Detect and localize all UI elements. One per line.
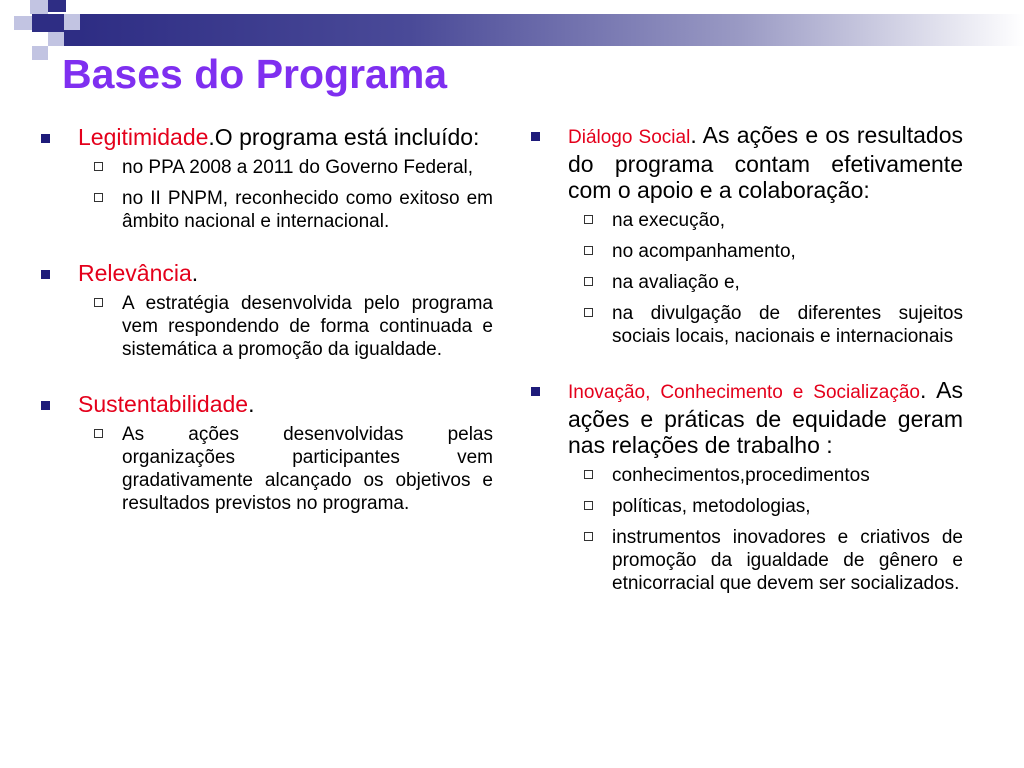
hollow-square-bullet-icon [584, 246, 593, 255]
sub-item: no acompanhamento, [568, 240, 963, 263]
square-bullet-icon [531, 132, 540, 141]
hollow-square-bullet-icon [584, 277, 593, 286]
hollow-square-bullet-icon [584, 215, 593, 224]
bullet-inovacao [530, 377, 963, 595]
keyword-sustentabilidade: Sustentabilidade [78, 391, 249, 417]
keyword-relevancia: Relevância [78, 260, 192, 286]
sub-list [78, 423, 493, 515]
keyword-legitimidade: Legitimidade [78, 124, 209, 150]
sub-list [568, 464, 963, 595]
hollow-square-bullet-icon [584, 308, 593, 317]
sub-item: na avaliação e, [568, 271, 963, 294]
sub-list [568, 209, 963, 348]
corner-square-light-5 [32, 46, 48, 60]
square-bullet-icon [41, 401, 50, 410]
corner-square-light-1 [30, 0, 48, 14]
corner-square-dark-1 [32, 14, 64, 32]
square-bullet-icon [531, 387, 540, 396]
square-bullet-icon [41, 134, 50, 143]
sub-item: A estratégia desenvolvida pelo programa vem respondendo de forma continuada e sistemática a promoção da igualdade. [78, 292, 493, 361]
left-column [40, 124, 493, 523]
slide-title: Bases do Programa [62, 51, 448, 97]
bullet-text: .O programa está incluído: [208, 124, 480, 150]
sub-item: políticas, metodologias, [568, 495, 963, 518]
bullet-text: . [191, 260, 199, 286]
corner-square-top [48, 0, 66, 12]
hollow-square-bullet-icon [94, 298, 103, 307]
hollow-square-bullet-icon [94, 429, 103, 438]
sub-item: As ações desenvolvidas pelas organizações participantes vem gradativamente alcançado os objetivos e resultados previstos no programa. [78, 423, 493, 515]
sub-item: instrumentos inovadores e criativos de promoção da igualdade de gênero e etnicorracial que devem ser socializados. [568, 526, 963, 595]
bullet-sustentabilidade [40, 391, 493, 515]
header-gradient-bar [80, 14, 1024, 46]
hollow-square-bullet-icon [584, 501, 593, 510]
hollow-square-bullet-icon [584, 532, 593, 541]
sub-item: conhecimentos,procedimentos [568, 464, 963, 487]
sub-item: no PPA 2008 a 2011 do Governo Federal, [78, 156, 493, 179]
hollow-square-bullet-icon [94, 162, 103, 171]
bullet-text: . [248, 391, 255, 417]
hollow-square-bullet-icon [94, 193, 103, 202]
bullet-text: . As ações e os resultados do programa contam efetivamente com o apoio e a colaboração: [568, 122, 963, 203]
sub-item: na execução, [568, 209, 963, 232]
sub-list [78, 292, 493, 361]
keyword-dialogo-social: Diálogo Social [568, 127, 691, 148]
corner-square-light-4 [48, 32, 64, 46]
sub-item: no II PNPM, reconhecido como exitoso em âmbito nacional e internacional. [78, 187, 493, 233]
right-column [530, 122, 963, 603]
sub-item: na divulgação de diferentes sujeitos sociais locais, nacionais e internacionais [568, 302, 963, 348]
corner-square-dark-2 [64, 30, 80, 46]
corner-square-light-3 [14, 16, 32, 30]
hollow-square-bullet-icon [584, 470, 593, 479]
sub-list [78, 156, 493, 233]
keyword-inovacao: Inovação, Conhecimento e Socialização [568, 382, 920, 403]
corner-square-light-2 [64, 14, 80, 30]
bullet-relevancia [40, 260, 493, 361]
bullet-legitimidade [40, 124, 493, 233]
bullet-text: . As ações e práticas de equidade geram nas relações de trabalho : [568, 377, 964, 458]
bullet-dialogo-social [530, 122, 963, 348]
square-bullet-icon [41, 270, 50, 279]
